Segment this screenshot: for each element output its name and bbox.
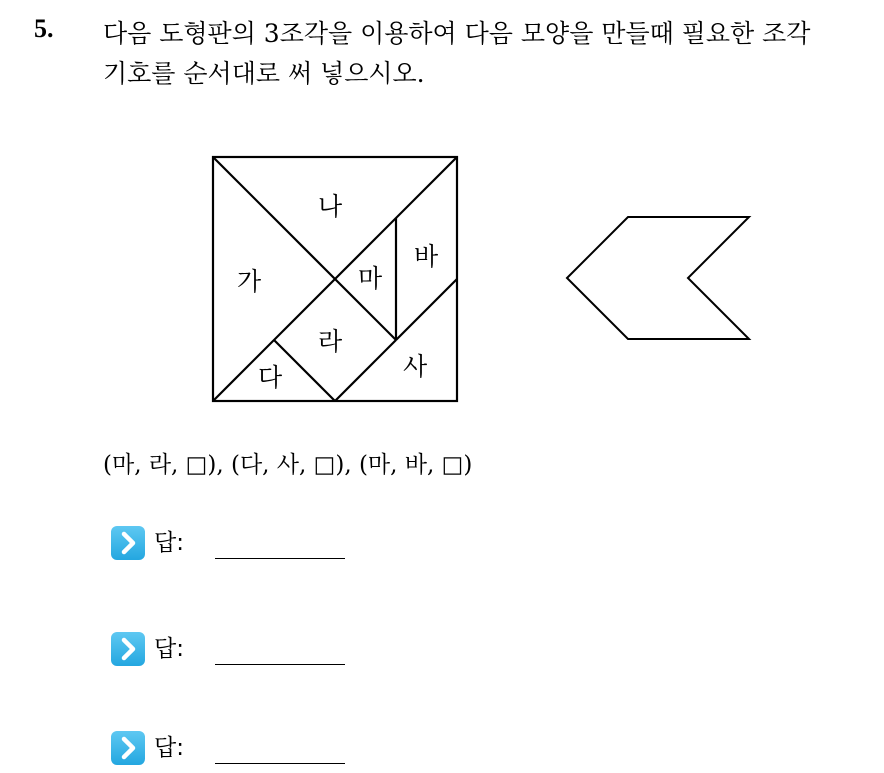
chevron-right-icon	[111, 632, 145, 666]
answer-label: 답:	[154, 530, 184, 556]
target-shape	[567, 217, 749, 339]
hint-text: (마, 라, □), (다, 사, □), (마, 바, □)	[103, 452, 473, 478]
answer-label: 답:	[154, 735, 184, 761]
answer-label: 답:	[154, 636, 184, 662]
chevron-right-icon	[111, 731, 145, 765]
tangram-label-ba: 바	[414, 242, 439, 271]
tangram-label-na: 나	[318, 192, 343, 221]
tangram-line	[213, 157, 396, 340]
chevron-right-icon	[111, 526, 145, 560]
tangram-label-ra: 라	[318, 327, 343, 356]
answer-blank-2[interactable]	[215, 664, 345, 665]
tangram-line	[396, 279, 457, 340]
tangram-label-da: 다	[258, 363, 283, 392]
tangram-label-sa: 사	[403, 352, 428, 381]
tangram-label-ma: 마	[358, 264, 383, 293]
answer-row-1	[111, 526, 371, 566]
question-number: 5.	[34, 14, 54, 43]
question-text-line-1: 다음 도형판의 3조각을 이용하여 다음 모양을 만들때 필요한 조각	[103, 19, 811, 48]
answer-blank-3[interactable]	[215, 763, 345, 764]
question-text-line-2: 기호를 순서대로 써 넣으시오.	[103, 59, 425, 88]
answer-row-3	[111, 731, 371, 771]
tangram-line	[335, 340, 396, 401]
tangram-label-ga: 가	[237, 267, 262, 296]
answer-row-2	[111, 632, 371, 672]
answer-blank-1[interactable]	[215, 558, 345, 559]
